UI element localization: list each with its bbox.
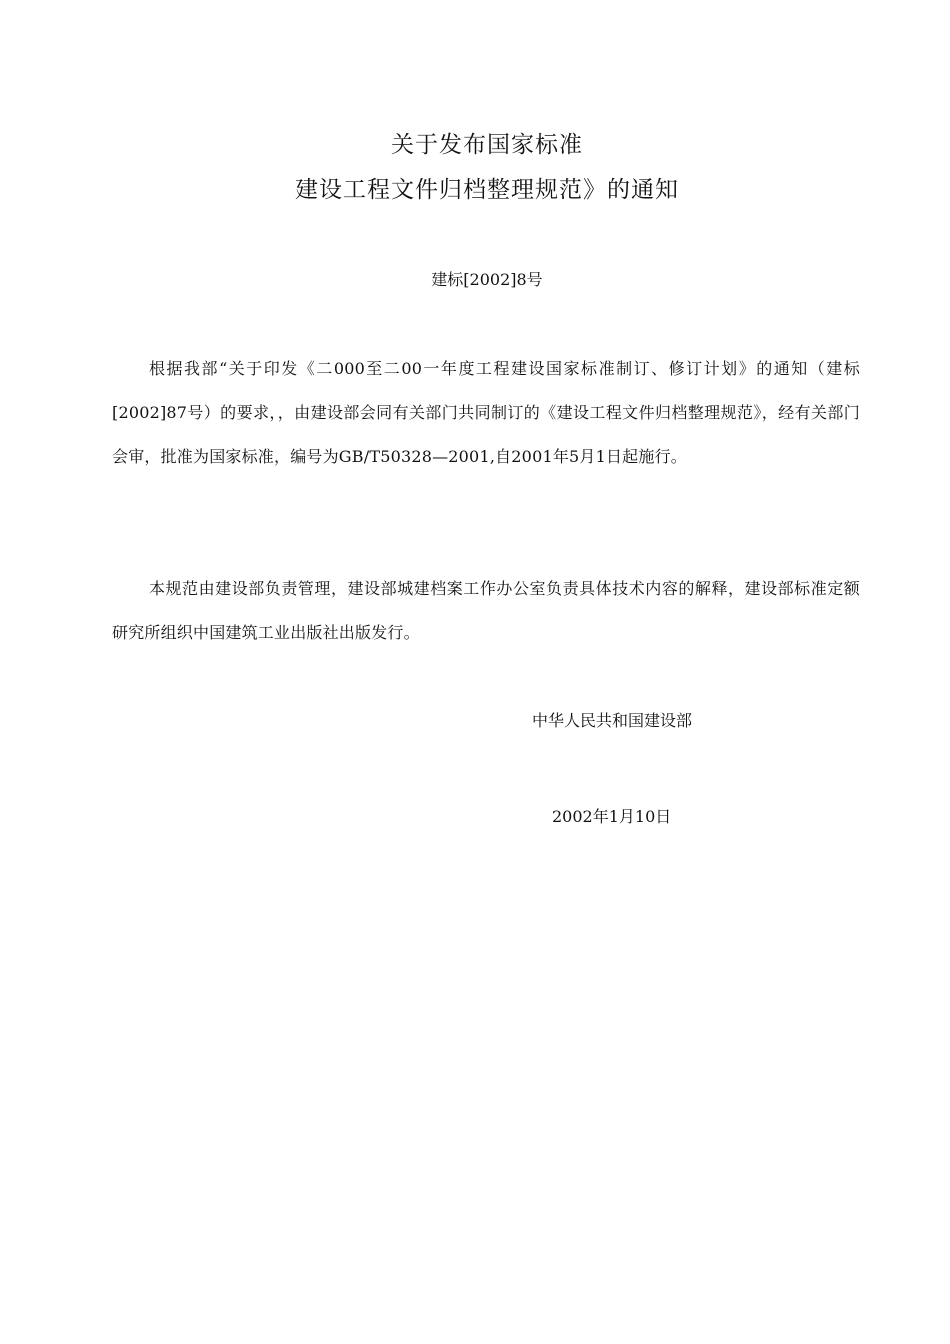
- issue-date: 2002年1月10日: [552, 807, 672, 826]
- document-number: 建标[2002]8号: [431, 270, 543, 289]
- document-title-line1: 关于发布国家标准: [391, 132, 583, 158]
- document-title-line2: 建设工程文件归档整理规范》的通知: [295, 177, 679, 203]
- body-paragraph-2: 本规范由建设部负责管理，建设部城建档案工作办公室负责具体技术内容的解释，建设部标准定额研究所组织中国建筑工业出版社出版发行。: [112, 579, 860, 642]
- body-paragraph-1: 根据我部“关于印发《二000至二00一年度工程建设国家标准制订、修订计划》的通知（建标[2002]87号）的要求，，由建设部会同有关部门共同制订的《建设工程文件归档整理规范》，经有关部门会审，批准为国家标准，编号为GB/T50328—2001,自2001年5月1日起施行。: [112, 359, 860, 466]
- issuing-organization: 中华人民共和国建设部: [532, 711, 693, 730]
